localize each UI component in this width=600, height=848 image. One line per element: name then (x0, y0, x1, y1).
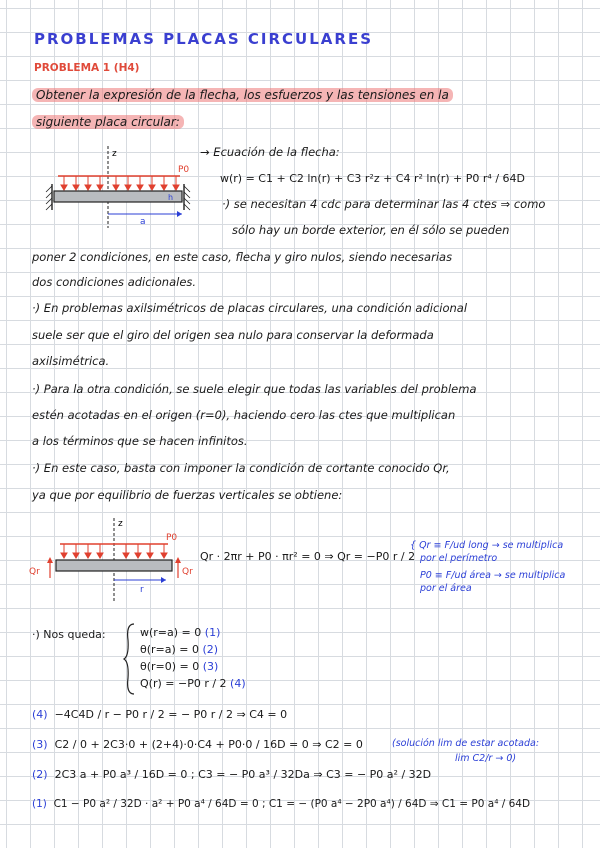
paragraph-2-line-2: suele ser que el giro del origen sea nulo para conservar la deformada (32, 328, 434, 342)
right-clamp-hatch (184, 186, 190, 210)
equilibrium-equation: Qr · 2πr + P0 · πr² = 0 ⇒ Qr = −P0 r / 2 (200, 550, 416, 563)
paragraph-4-line-2: ya que por equilibrio de fuerzas verticales se obtiene: (32, 488, 343, 502)
solution-step-4: (4) −4C4D / r − P0 r / 2 = − P0 r / 2 ⇒ C4 = 0 (32, 708, 288, 721)
page-title: PROBLEMAS PLACAS CIRCULARES (34, 30, 373, 48)
note-qr-2: por el perímetro (420, 553, 498, 564)
deflection-formula: w(r) = C1 + C2 ln(r) + C3 r²z + C4 r² ln(r) + P0 r⁴ / 64D (220, 172, 525, 185)
load-label: P0 (178, 165, 190, 175)
problem-label: PROBLEMA 1 (H4) (34, 62, 140, 74)
shear-label-right: Qr (182, 567, 193, 577)
condition-4: Q(r) = −P0 r / 2 (4) (140, 677, 246, 690)
conditions-intro: ·) Nos queda: (32, 628, 106, 641)
note-qr: { Qr ≡ F/ud long → se multiplica (410, 540, 564, 551)
paragraph-4-line-1: ·) En este caso, basta con imponer la condición de cortante conocido Qr, (32, 461, 450, 475)
r-label: r (140, 585, 144, 595)
z-axis-label-2: z (118, 519, 123, 529)
load-arrows (61, 176, 179, 190)
solution-step-2: (2) 2C3 a + P0 a³ / 16D = 0 ; C3 = − P0 a³ / 32Da ⇒ C3 = − P0 a² / 32D (32, 768, 432, 781)
note-p0: P0 ≡ F/ud área → se multiplica (420, 570, 566, 581)
solution-step-3-note: (solución lim de estar acotada: (392, 738, 540, 749)
paragraph-1-line-1: poner 2 condiciones, en este caso, flecha y giro nulos, siendo necesarias (32, 250, 453, 264)
paragraph-3-line-1: ·) Para la otra condición, se suele elegir que todas las variables del problema (32, 382, 477, 396)
statement-line-2: siguiente placa circular: (32, 115, 184, 129)
solution-step-3-note-2: lim C2/r → 0) (455, 753, 517, 764)
conditions-brace (122, 622, 136, 696)
solution-step-3: (3) C2 / 0 + 2C3·0 + (2+4)·0·C4 + P0·0 / 16D = 0 ⇒ C2 = 0 (32, 738, 363, 751)
solution-step-1: (1) C1 − P0 a² / 32D · a² + P0 a⁴ / 64D = 0 ; C1 = − (P0 a⁴ − 2P0 a⁴) / 64D ⇒ C1 = P0 a⁴ / 64D (32, 798, 531, 810)
plate-diagram-2 (26, 512, 196, 604)
note-p0-2: por el área (420, 583, 472, 594)
condition-2: θ(r=a) = 0 (2) (140, 643, 219, 656)
condition-1: w(r=a) = 0 (1) (140, 626, 221, 639)
condition-3: θ(r=0) = 0 (3) (140, 660, 219, 673)
radius-label: a (140, 217, 146, 227)
deflection-heading: → Ecuación de la flecha: (200, 145, 340, 159)
deflection-note-2: sólo hay un borde exterior, en él sólo se pueden (232, 223, 510, 237)
paragraph-3-line-2: estén acotadas en el origen (r=0), haciendo cero las ctes que multiplican (32, 408, 456, 422)
paragraph-2-line-1: ·) En problemas axilsimétricos de placas circulares, una condición adicional (32, 301, 468, 315)
plate (54, 191, 182, 202)
z-axis-label: z (112, 149, 117, 159)
plate-diagram-1 (40, 140, 200, 230)
left-clamp-hatch (46, 186, 52, 210)
shear-label-left: Qr (29, 567, 40, 577)
deflection-note-1: ·) se necesitan 4 cdc para determinar las 4 ctes ⇒ como (222, 197, 546, 211)
paragraph-3-line-3: a los términos que se hacen infinitos. (32, 434, 248, 448)
thickness-label: h (168, 193, 174, 202)
load-label-2: P0 (166, 533, 178, 543)
paragraph-2-line-3: axilsimétrica. (32, 354, 110, 368)
paragraph-1-line-2: dos condiciones adicionales. (32, 275, 197, 289)
plate-2 (56, 560, 172, 571)
statement-line-1: Obtener la expresión de la flecha, los esfuerzos y las tensiones en la (32, 88, 453, 102)
